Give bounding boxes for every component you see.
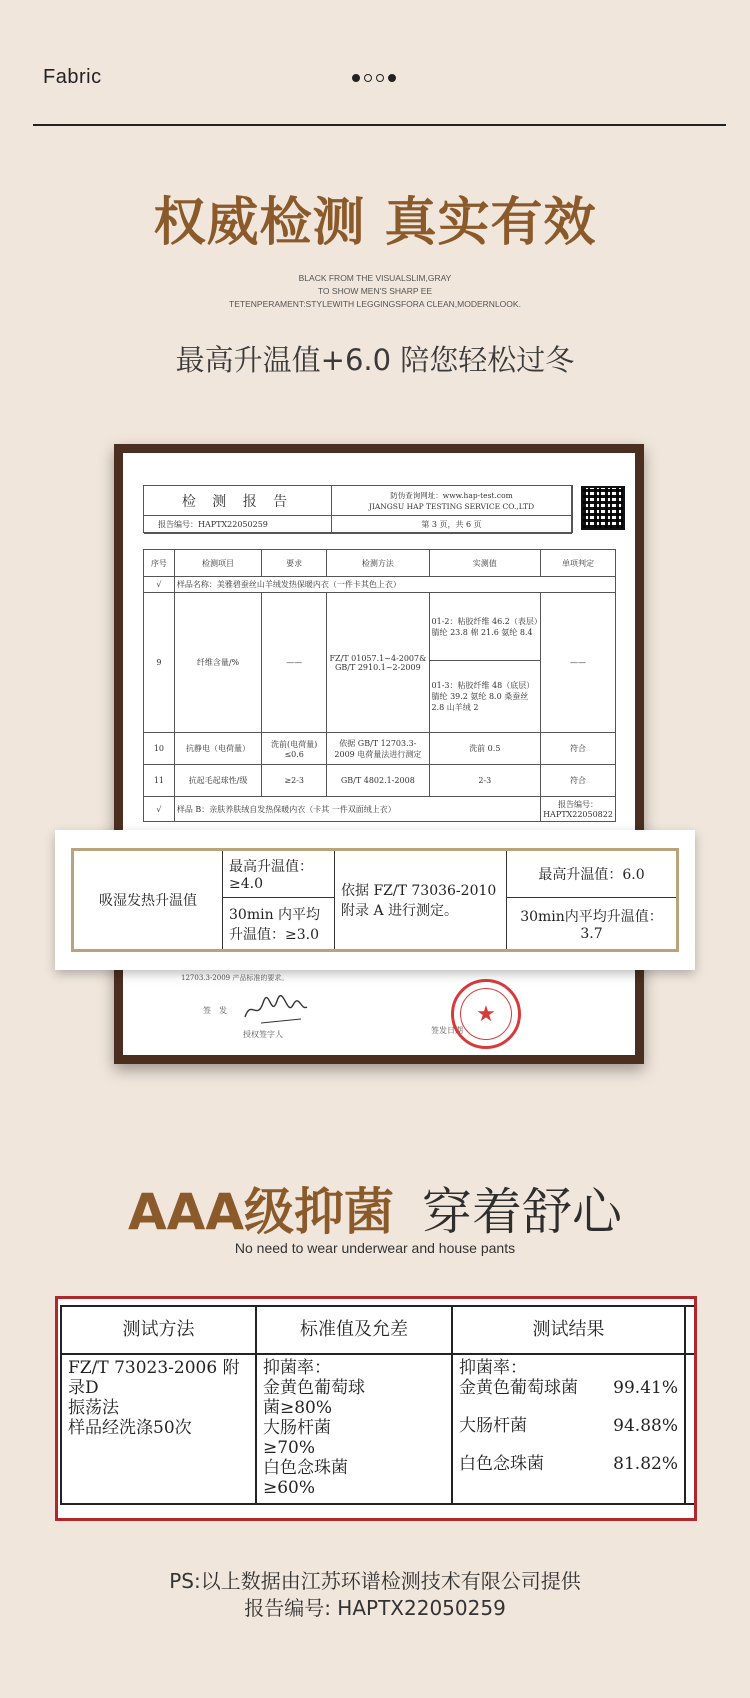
report-number: 报告编号：HAPTX22050259 <box>144 516 332 534</box>
dot-icon[interactable] <box>352 74 360 82</box>
report-frame <box>114 444 644 1064</box>
table-row <box>144 733 616 765</box>
report-verify <box>332 486 572 516</box>
standard-line: 白色念珠菌 <box>263 1458 348 1478</box>
table-row <box>144 765 616 797</box>
hl-result-1: 最高升温值：6.0 <box>507 850 678 898</box>
dot-icon[interactable] <box>388 74 396 82</box>
cell-extra <box>685 1354 697 1504</box>
standard-line: 菌≥80% <box>263 1398 333 1418</box>
top-header <box>0 0 750 126</box>
note-line: 报告编号: HAPTX22050259 <box>244 1596 506 1620</box>
sample-name: 样品 B：亲肤养肤绒自发热保暖内衣（卡其 一件双面绒上衣） <box>174 797 540 822</box>
signature-icon <box>241 991 311 1027</box>
report-table <box>143 549 616 822</box>
cell-standard <box>256 1354 452 1504</box>
standard-line: 大肠杆菌 <box>263 1418 331 1438</box>
table-row <box>144 577 616 593</box>
antibacterial-subtitle: No need to wear underwear and house pants <box>234 1240 516 1256</box>
highlight-card <box>55 830 695 970</box>
cell-value: 洗前 0.5 <box>429 733 541 765</box>
qr-code-icon <box>581 486 625 530</box>
fine-print: 12703.3-2009 产品标准的要求。 <box>181 974 289 982</box>
brand-label: Fabric <box>43 66 102 88</box>
standard-line: ≥60% <box>263 1478 316 1498</box>
cell-method: GB/T 4802.1-2008 <box>327 765 429 797</box>
method-line: FZ/T 73023-2006 附 <box>68 1358 240 1378</box>
result-name: 金黄色葡萄球菌 <box>459 1378 578 1398</box>
method-line: 录D <box>68 1378 99 1398</box>
antibacterial-title <box>0 1172 750 1244</box>
cell-value: 01-3：粘胶纤维 48（底层）腈纶 39.2 氨纶 8.0 桑蚕丝 2.8 山羊绒 2 <box>429 661 541 733</box>
cell-method: FZ/T 01057.1~4-2007& GB/T 2910.1~2-2009 <box>327 593 429 733</box>
hl-method: 依据 FZ/T 73036-2010 附录 A 进行测定。 <box>335 850 507 951</box>
check-mark: √ <box>144 797 175 822</box>
report-title: 检 测 报 告 <box>144 486 332 516</box>
note-line: PS:以上数据由江苏环谱检测技术有限公司提供 <box>169 1569 581 1593</box>
result-value: 99.41% <box>613 1378 678 1398</box>
report-page: 第 3 页，共 6 页 <box>332 516 572 534</box>
cell-item: 抗起毛起球性/级 <box>174 765 261 797</box>
col-header-extra <box>685 1306 697 1354</box>
cell-req: 洗前(电荷量) ≤0.6 <box>262 733 327 765</box>
cell-no: 9 <box>144 593 175 733</box>
cell-method <box>61 1354 256 1504</box>
section-title: 权威检测 真实有效 <box>153 193 597 253</box>
table-header-row <box>144 550 616 577</box>
table-header-row <box>61 1306 697 1354</box>
cell-req: ≥2-3 <box>262 765 327 797</box>
data-source-note <box>0 1568 750 1622</box>
title-plain: 穿着舒心 <box>422 1183 623 1241</box>
result-row <box>459 1378 678 1398</box>
cell-req: —— <box>262 593 327 733</box>
result-name: 大肠杆菌 <box>459 1416 527 1436</box>
cell-value: 01-2：粘胶纤维 46.2（表层）腈纶 23.8 棉 21.6 氨纶 8.4 <box>429 593 541 661</box>
tagline-line: BLACK FROM THE VISUALSLIM,GRAY <box>298 273 452 283</box>
standard-line: ≥70% <box>263 1438 316 1458</box>
method-line: 样品经洗涤50次 <box>68 1418 192 1438</box>
table-row <box>144 593 616 661</box>
tagline-line: TETENPERAMENT:STYLEWITH LEGGINGSFORA CLEAN,MODERNLOOK. <box>229 299 521 309</box>
table-row <box>73 850 678 898</box>
hl-req-1: 最高升温值：≥4.0 <box>223 850 335 898</box>
antibacterial-card <box>55 1296 697 1521</box>
title-accent: AAA级抑菌 <box>127 1183 395 1241</box>
cell-judge: —— <box>541 593 616 733</box>
standard-line: 金黄色葡萄球 <box>263 1378 365 1398</box>
cell-item: 纤维含量/% <box>174 593 261 733</box>
sample-name: 样品名称：美雅碧蚕丝山羊绒发热保暖内衣（一件卡其色上衣） <box>174 577 615 593</box>
col-header: 测试方法 <box>61 1306 256 1354</box>
english-tagline <box>0 272 750 311</box>
report-company: JIANGSU HAP TESTING SERVICE CO.,LTD <box>368 501 535 511</box>
cell-value: 2-3 <box>429 765 541 797</box>
cell-results <box>452 1354 685 1504</box>
col-header: 实测值 <box>429 550 541 577</box>
hl-result-2: 30min内平均升温值：3.7 <box>507 898 678 951</box>
dot-icon[interactable] <box>364 74 372 82</box>
cell-no: 11 <box>144 765 175 797</box>
sample-number: 报告编号：HAPTX22050822 <box>541 797 616 822</box>
table-row <box>61 1354 697 1504</box>
standard-line: 抑菌率： <box>263 1358 331 1378</box>
col-header: 检测方法 <box>327 550 429 577</box>
check-mark: √ <box>144 577 175 593</box>
col-header: 要求 <box>262 550 327 577</box>
result-row <box>459 1454 678 1474</box>
signer-label: 签 发 <box>203 1006 227 1015</box>
method-line: 振荡法 <box>68 1398 119 1418</box>
result-row <box>459 1416 678 1436</box>
divider <box>33 124 726 126</box>
cell-judge: 符合 <box>541 733 616 765</box>
result-value: 81.82% <box>613 1454 678 1474</box>
col-header: 测试结果 <box>452 1306 685 1354</box>
col-header: 序号 <box>144 550 175 577</box>
signer-role: 授权签字人 <box>243 1030 283 1039</box>
cell-method: 依据 GB/T 12703.3-2009 电荷量法进行测定 <box>327 733 429 765</box>
report-website: 防伪查询网址：www.hap-test.com <box>390 490 513 500</box>
hl-req-2: 30min 内平均升温值：≥3.0 <box>223 898 335 951</box>
report-header <box>143 485 573 533</box>
stamp-label: 签发日期 <box>431 1026 463 1035</box>
col-header: 标准值及允差 <box>256 1306 452 1354</box>
col-header: 检测项目 <box>174 550 261 577</box>
highlight-table <box>71 848 679 952</box>
tagline-line: TO SHOW MEN'S SHARP EE <box>317 286 433 296</box>
carousel-dots[interactable] <box>352 74 396 82</box>
result-value: 94.88% <box>613 1416 678 1436</box>
official-seal-icon: ★ <box>451 979 521 1049</box>
result-title: 抑菌率： <box>459 1358 527 1378</box>
cell-no: 10 <box>144 733 175 765</box>
cell-item: 抗静电（电荷量） <box>174 733 261 765</box>
dot-icon[interactable] <box>376 74 384 82</box>
antibacterial-table <box>60 1305 697 1505</box>
section-subtitle: 最高升温值+6.0 陪您轻松过冬 <box>175 343 575 377</box>
hl-item: 吸湿发热升温值 <box>73 850 223 951</box>
table-row <box>144 797 616 822</box>
result-name: 白色念珠菌 <box>459 1454 544 1474</box>
cell-judge: 符合 <box>541 765 616 797</box>
col-header: 单项判定 <box>541 550 616 577</box>
